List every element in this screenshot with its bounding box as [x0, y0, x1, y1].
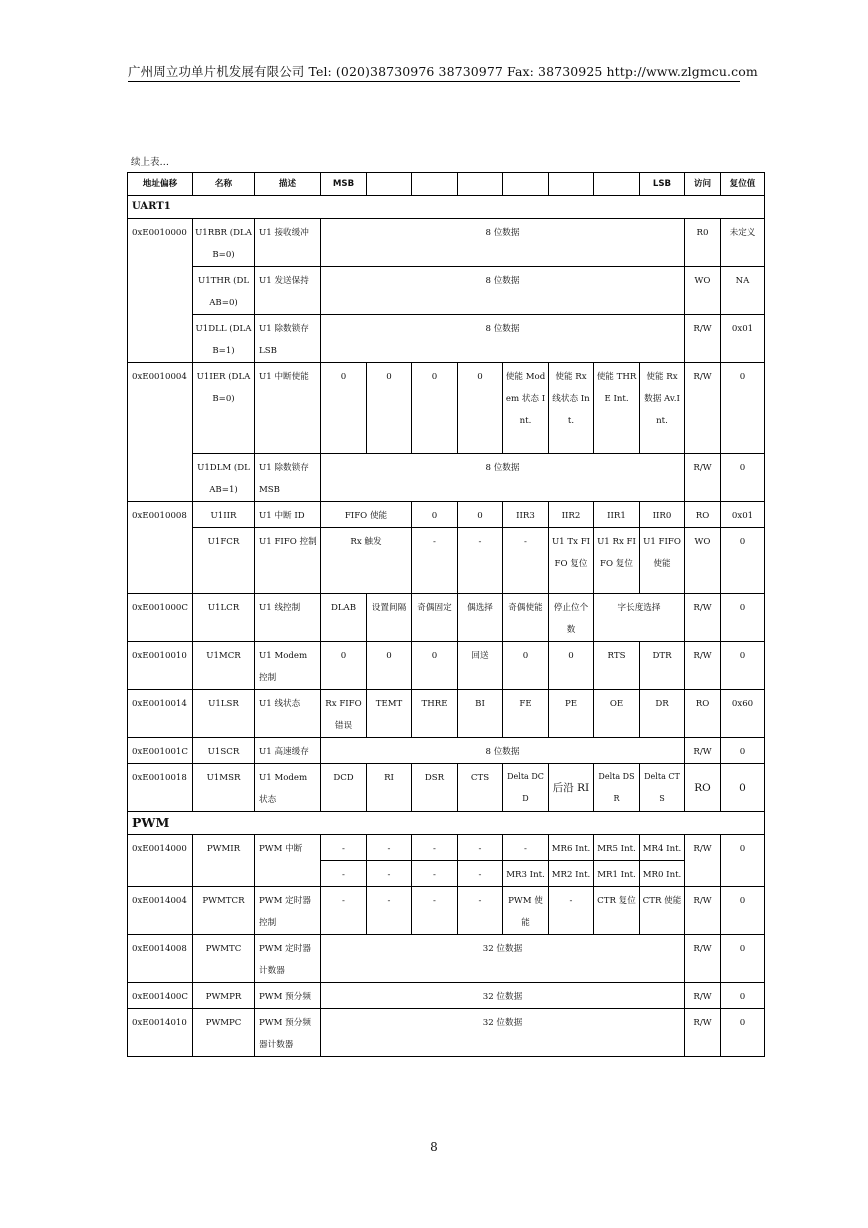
reset-value: NA [721, 267, 765, 315]
bit-cell: - [321, 887, 367, 935]
register-name: PWMTC [193, 935, 255, 983]
bit-field: 8 位数据 [321, 219, 685, 267]
col-header: 复位值 [721, 173, 765, 196]
register-name: U1LSR [193, 690, 255, 738]
table-row [128, 315, 765, 363]
access: R/W [685, 315, 721, 363]
address-cell: 0xE001000C [128, 594, 193, 642]
reset-value: 0 [721, 594, 765, 642]
address-cell: 0xE0010004 [128, 363, 193, 502]
bit-cell: IIR1 [594, 502, 640, 528]
bit-cell: MR1 Int. [594, 861, 640, 887]
bit-field: 8 位数据 [321, 267, 685, 315]
reset-value: 0 [721, 983, 765, 1009]
bit-cell: FIFO 使能 [321, 502, 412, 528]
table-row [128, 502, 765, 528]
bit-cell: Delta CTS [640, 764, 685, 812]
bit-field: 8 位数据 [321, 315, 685, 363]
register-name: PWMTCR [193, 887, 255, 935]
table-row [128, 642, 765, 690]
bit-cell: 0 [321, 642, 367, 690]
bit-field: 8 位数据 [321, 738, 685, 764]
bit-cell: 偶选择 [458, 594, 503, 642]
address-cell: 0xE0010014 [128, 690, 193, 738]
register-name: U1IER (DLAB=0) [193, 363, 255, 454]
bit-cell: Rx 触发 [321, 528, 412, 594]
bit-cell: BI [458, 690, 503, 738]
register-name: U1FCR [193, 528, 255, 594]
bit-cell: - [367, 861, 412, 887]
description: U1 发送保持 [255, 267, 321, 315]
access: RO [685, 690, 721, 738]
bit-cell: Delta DCD [503, 764, 549, 812]
reset-value: 0 [721, 887, 765, 935]
address-cell: 0xE001001C [128, 738, 193, 764]
access: RO [685, 764, 721, 812]
col-header: 名称 [193, 173, 255, 196]
bit-cell: IIR3 [503, 502, 549, 528]
bit-cell: 0 [367, 363, 412, 454]
table-row [128, 690, 765, 738]
col-header: 访问 [685, 173, 721, 196]
bit-cell: 使能 THRE Int. [594, 363, 640, 454]
continuation-note: 续上表… [131, 157, 170, 168]
reset-value: 0x60 [721, 690, 765, 738]
col-header [412, 173, 458, 196]
table-row [128, 219, 765, 267]
register-name: U1DLM (DLAB=1) [193, 454, 255, 502]
bit-field: 32 位数据 [321, 983, 685, 1009]
bit-cell: 使能 Rx 线状态 Int. [549, 363, 594, 454]
bit-cell: 使能 Rx 数据 Av.Int. [640, 363, 685, 454]
register-name: PWMIR [193, 835, 255, 887]
col-header: LSB [640, 173, 685, 196]
access: R/W [685, 642, 721, 690]
bit-cell: - [367, 835, 412, 861]
bit-cell: 0 [367, 642, 412, 690]
reset-value: 0 [721, 764, 765, 812]
bit-cell: PWM 使能 [503, 887, 549, 935]
description: U1 除数锁存 MSB [255, 454, 321, 502]
bit-cell: - [503, 835, 549, 861]
section-row [128, 196, 765, 219]
bit-cell: - [412, 528, 458, 594]
access: R/W [685, 594, 721, 642]
col-header [594, 173, 640, 196]
reset-value: 0 [721, 642, 765, 690]
access: WO [685, 267, 721, 315]
bit-cell: - [503, 528, 549, 594]
bit-cell: 回送 [458, 642, 503, 690]
bit-cell: - [458, 528, 503, 594]
access: R/W [685, 935, 721, 983]
description: PWM 预分频 [255, 983, 321, 1009]
description: U1 线控制 [255, 594, 321, 642]
bit-cell: THRE [412, 690, 458, 738]
description: U1 中断 ID [255, 502, 321, 528]
bit-cell: MR5 Int. [594, 835, 640, 861]
reset-value: 0 [721, 835, 765, 887]
bit-cell: CTR 使能 [640, 887, 685, 935]
register-name: U1IIR [193, 502, 255, 528]
table-row [128, 835, 765, 861]
access: R/W [685, 363, 721, 454]
reset-value: 0 [721, 363, 765, 454]
bit-cell: - [458, 861, 503, 887]
description: U1 线状态 [255, 690, 321, 738]
register-name: U1RBR (DLAB=0) [193, 219, 255, 267]
bit-cell: TEMT [367, 690, 412, 738]
description: U1 Modem 控制 [255, 642, 321, 690]
access: R/W [685, 887, 721, 935]
col-header: 地址偏移 [128, 173, 193, 196]
col-header: 描述 [255, 173, 321, 196]
register-name: U1DLL (DLAB=1) [193, 315, 255, 363]
description: U1 中断使能 [255, 363, 321, 454]
access: WO [685, 528, 721, 594]
bit-cell: RTS [594, 642, 640, 690]
col-header [503, 173, 549, 196]
reset-value: 0x01 [721, 315, 765, 363]
bit-cell: MR6 Int. [549, 835, 594, 861]
bit-cell: 设置间隔 [367, 594, 412, 642]
bit-cell: 后沿 RI [549, 764, 594, 812]
table-row [128, 983, 765, 1009]
address-cell: 0xE0014008 [128, 935, 193, 983]
bit-cell: MR0 Int. [640, 861, 685, 887]
col-header [367, 173, 412, 196]
address-cell: 0xE0010008 [128, 502, 193, 594]
bit-cell: FE [503, 690, 549, 738]
col-header [549, 173, 594, 196]
header-rule [128, 81, 740, 82]
bit-cell: DR [640, 690, 685, 738]
table-row [128, 764, 765, 812]
bit-cell: CTR 复位 [594, 887, 640, 935]
bit-cell: 0 [412, 502, 458, 528]
bit-cell: 0 [412, 642, 458, 690]
page-header: 广州周立功单片机发展有限公司 Tel: (020)38730976 38730977 Fax: 38730925 http://www.zlgmcu.com [128, 64, 758, 79]
description: PWM 中断 [255, 835, 321, 887]
col-header: MSB [321, 173, 367, 196]
reset-value: 0x01 [721, 502, 765, 528]
bit-cell: - [412, 835, 458, 861]
bit-field: 32 位数据 [321, 1009, 685, 1057]
bit-cell: U1 Tx FIFO 复位 [549, 528, 594, 594]
col-header [458, 173, 503, 196]
address-cell: 0xE001400C [128, 983, 193, 1009]
description: PWM 预分频器计数器 [255, 1009, 321, 1057]
access: R/W [685, 454, 721, 502]
bit-cell: 0 [412, 363, 458, 454]
register-name: U1SCR [193, 738, 255, 764]
address-cell: 0xE0014000 [128, 835, 193, 887]
access: R/W [685, 738, 721, 764]
page-number: 8 [430, 1140, 438, 1154]
description: PWM 定时器计数器 [255, 935, 321, 983]
bit-cell: Delta DSR [594, 764, 640, 812]
description: U1 除数锁存 LSB [255, 315, 321, 363]
address-cell: 0xE0014004 [128, 887, 193, 935]
bit-cell: 使能 Modem 状态 Int. [503, 363, 549, 454]
bit-cell: 字长度选择 [594, 594, 685, 642]
register-name: PWMPC [193, 1009, 255, 1057]
bit-cell: IIR0 [640, 502, 685, 528]
bit-cell: - [321, 861, 367, 887]
table-row [128, 528, 765, 594]
bit-cell: - [321, 835, 367, 861]
bit-cell: IIR2 [549, 502, 594, 528]
table-row [128, 887, 765, 935]
address-cell: 0xE0010000 [128, 219, 193, 363]
table-row [128, 935, 765, 983]
bit-cell: - [458, 835, 503, 861]
bit-cell: 奇偶使能 [503, 594, 549, 642]
bit-cell: MR2 Int. [549, 861, 594, 887]
access: RO [685, 502, 721, 528]
bit-cell: U1 Rx FIFO 复位 [594, 528, 640, 594]
bit-cell: 0 [321, 363, 367, 454]
register-name: U1MSR [193, 764, 255, 812]
table-row [128, 594, 765, 642]
bit-cell: DTR [640, 642, 685, 690]
description: PWM 定时器控制 [255, 887, 321, 935]
bit-cell: DSR [412, 764, 458, 812]
bit-cell: MR4 Int. [640, 835, 685, 861]
table-header-row [128, 173, 765, 196]
bit-cell: DCD [321, 764, 367, 812]
description: U1 FIFO 控制 [255, 528, 321, 594]
reset-value: 0 [721, 935, 765, 983]
bit-cell: 0 [458, 502, 503, 528]
register-table [127, 172, 765, 1057]
reset-value: 未定义 [721, 219, 765, 267]
address-cell: 0xE0014010 [128, 1009, 193, 1057]
bit-cell: 0 [503, 642, 549, 690]
table-row [128, 738, 765, 764]
bit-cell: 奇偶固定 [412, 594, 458, 642]
register-name: U1MCR [193, 642, 255, 690]
bit-cell: - [412, 861, 458, 887]
bit-cell: DLAB [321, 594, 367, 642]
table-row [128, 454, 765, 502]
bit-cell: OE [594, 690, 640, 738]
description: U1 高速缓存 [255, 738, 321, 764]
bit-cell: 停止位个数 [549, 594, 594, 642]
bit-cell: - [367, 887, 412, 935]
bit-cell: - [549, 887, 594, 935]
section-title-uart1: UART1 [128, 196, 765, 219]
access: R0 [685, 219, 721, 267]
bit-cell: - [412, 887, 458, 935]
address-cell: 0xE0010010 [128, 642, 193, 690]
reset-value: 0 [721, 528, 765, 594]
description: U1 Modem 状态 [255, 764, 321, 812]
reset-value: 0 [721, 454, 765, 502]
register-name: PWMPR [193, 983, 255, 1009]
access: R/W [685, 835, 721, 887]
bit-cell: CTS [458, 764, 503, 812]
bit-cell: 0 [458, 363, 503, 454]
access: R/W [685, 1009, 721, 1057]
bit-cell: RI [367, 764, 412, 812]
bit-field: 8 位数据 [321, 454, 685, 502]
description: U1 接收缓冲 [255, 219, 321, 267]
register-name: U1THR (DLAB=0) [193, 267, 255, 315]
bit-cell: PE [549, 690, 594, 738]
bit-cell: U1 FIFO 使能 [640, 528, 685, 594]
bit-cell: MR3 Int. [503, 861, 549, 887]
reset-value: 0 [721, 738, 765, 764]
table-row [128, 267, 765, 315]
bit-cell: 0 [549, 642, 594, 690]
table-row [128, 363, 765, 454]
section-title-pwm: PWM [128, 812, 765, 835]
register-name: U1LCR [193, 594, 255, 642]
bit-cell: - [458, 887, 503, 935]
section-row [128, 812, 765, 835]
address-cell: 0xE0010018 [128, 764, 193, 812]
bit-cell: Rx FIFO 错误 [321, 690, 367, 738]
bit-field: 32 位数据 [321, 935, 685, 983]
table-row [128, 1009, 765, 1057]
reset-value: 0 [721, 1009, 765, 1057]
access: R/W [685, 983, 721, 1009]
